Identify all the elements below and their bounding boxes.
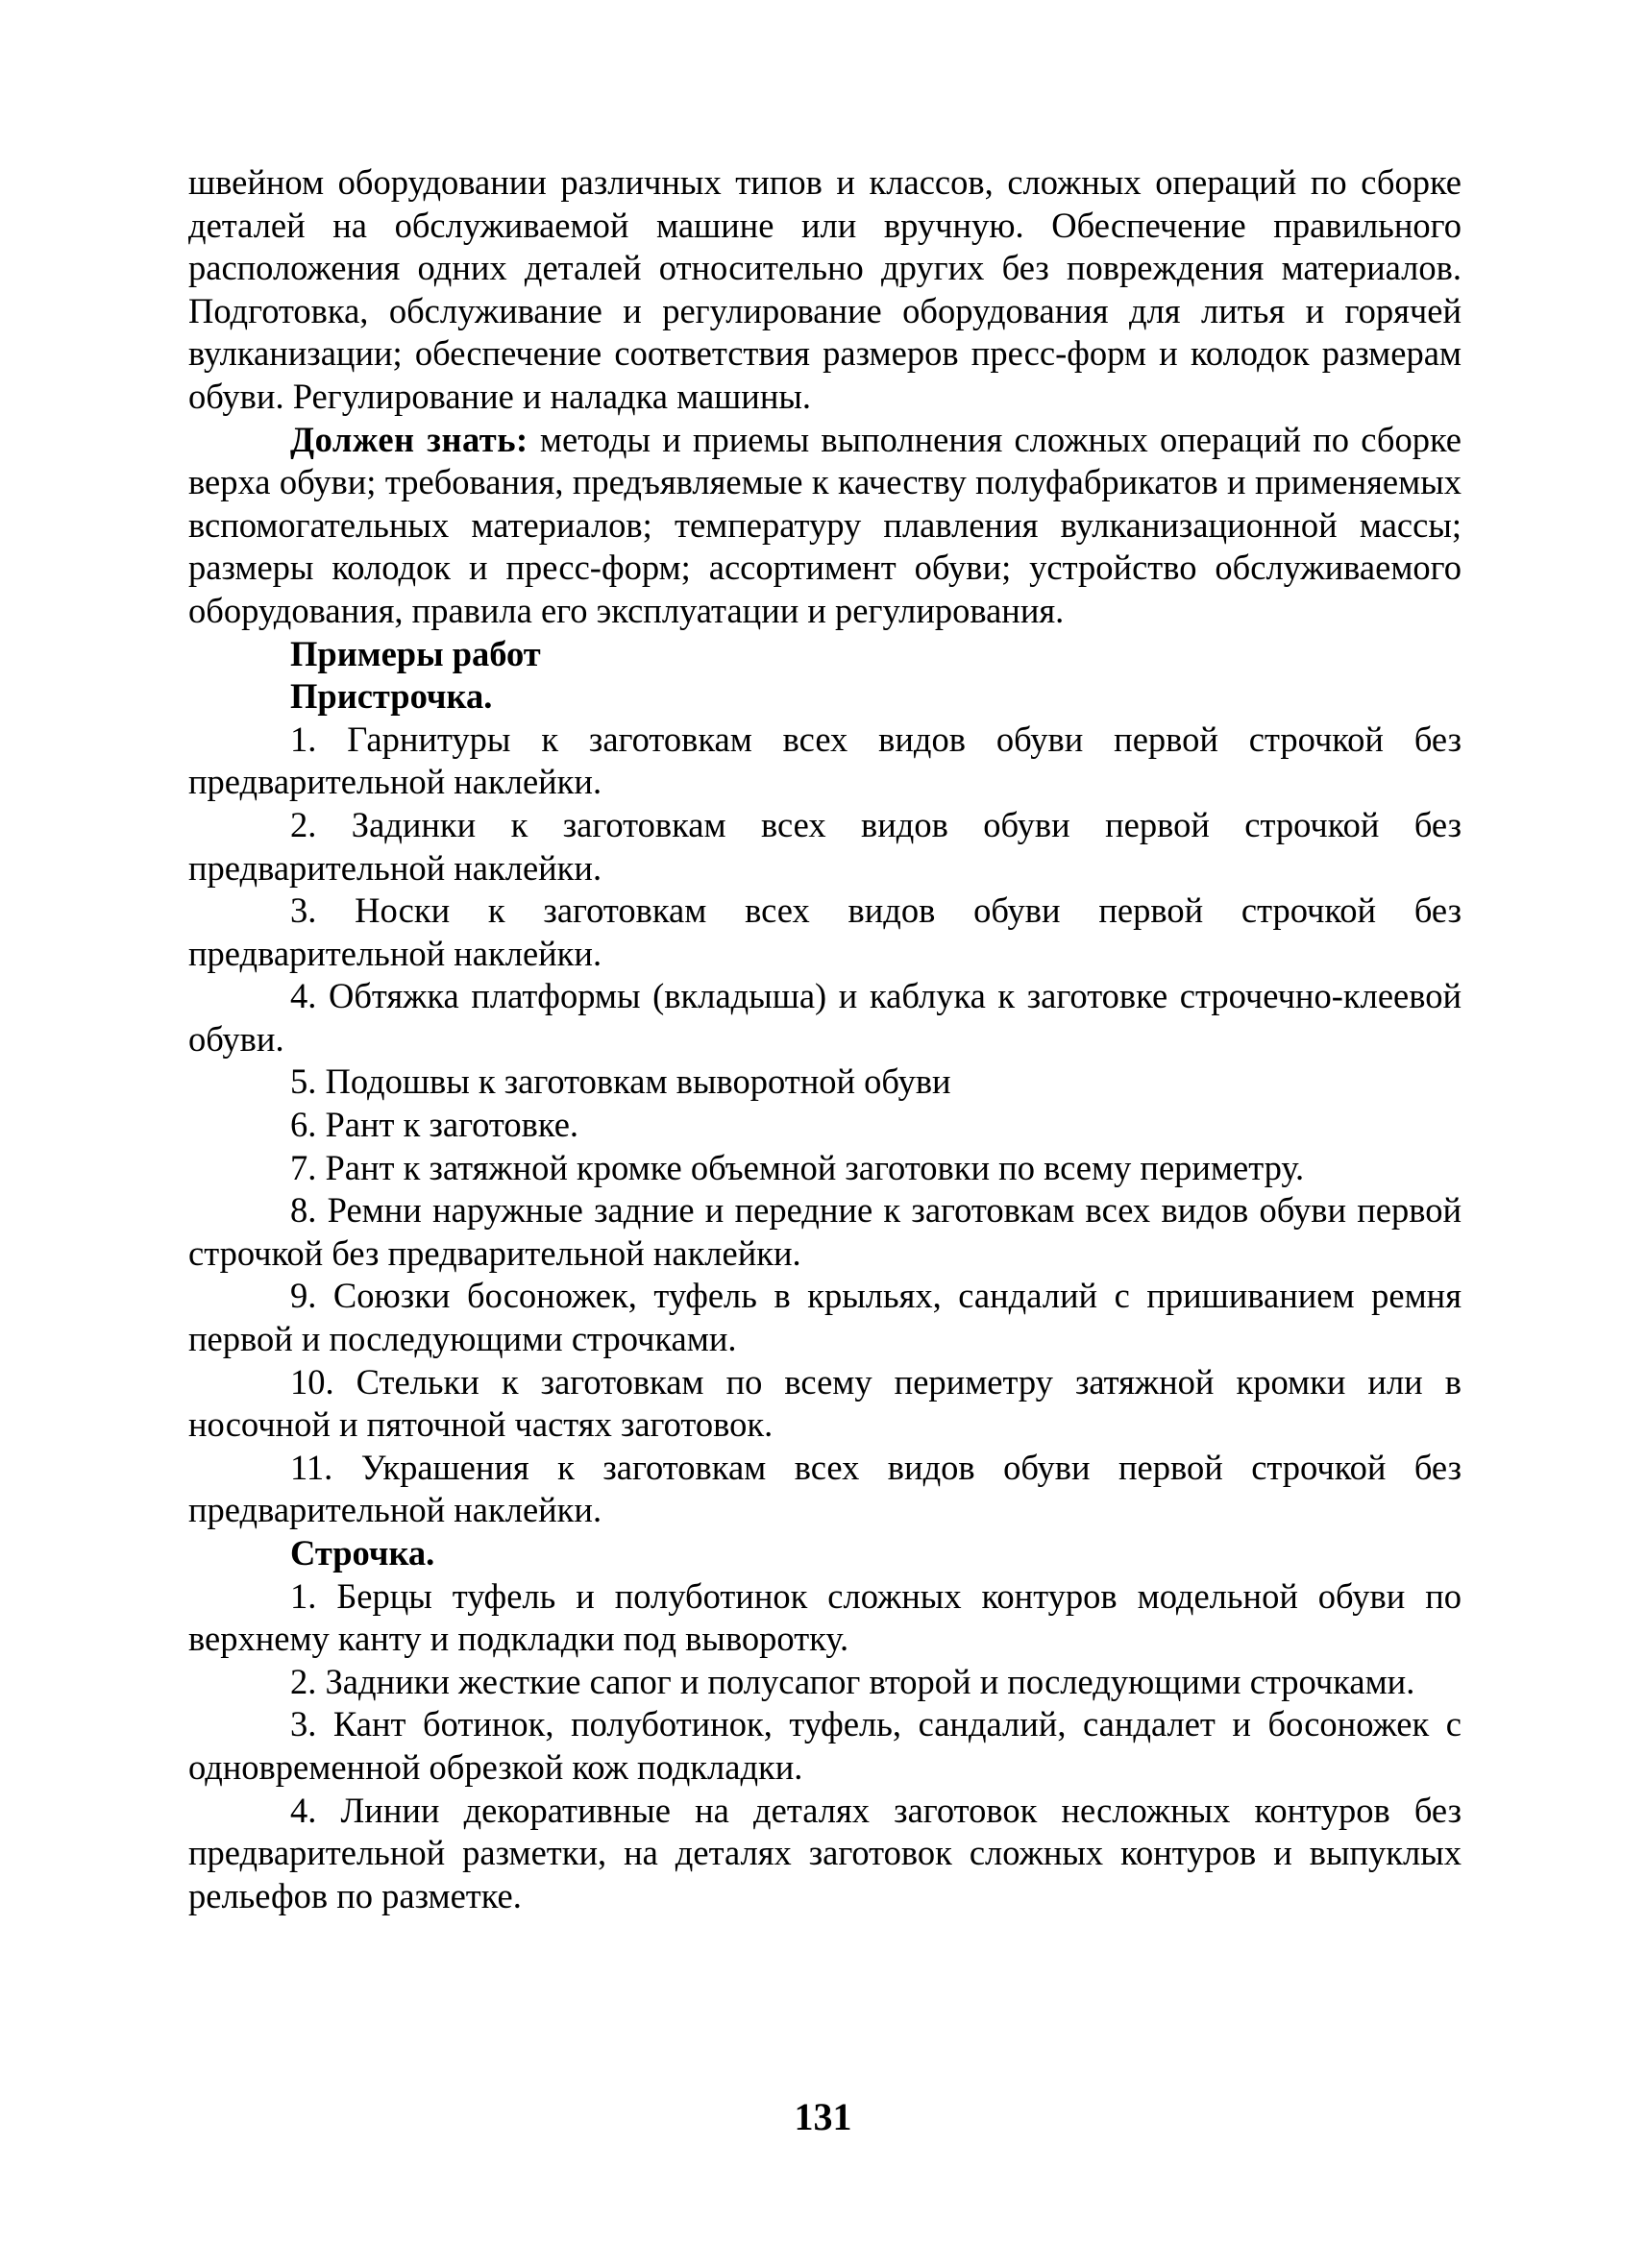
intro-paragraph: швейном оборудовании различных типов и классов, сложных операций по сборке деталей на обслуживаемой машине или вручную. Обеспечение правильного расположения одних деталей относительно других без повреждения материалов. Подготовка, обслуживание и регулирование оборудования для литья и горячей вулканизации; обеспечение соответствия размеров пресс-форм и колодок размерам обуви. Регулирование и наладка машины. [188, 162, 1462, 416]
list-item: 5. Подошвы к заготовкам выворотной обуви [290, 1061, 951, 1102]
list-item: 10. Стельки к заготовкам по всему периметру затяжной кромки или в носочной и пяточной частях заготовок. [188, 1361, 1462, 1445]
page-body [188, 161, 1462, 1917]
list-item: 3. Кант ботинок, полуботинок, туфель, сандалий, сандалет и босоножек с одновременной обрезкой кож подкладки. [188, 1704, 1462, 1787]
list-item: 1. Берцы туфель и полуботинок сложных контуров модельной обуви по верхнему канту и подкладки под выворотку. [188, 1575, 1462, 1659]
section-heading-stitching-on: Пристрочка. [290, 676, 493, 717]
list-item: 4. Линии декоративные на деталях заготовок несложных контуров без предварительной разметки, на деталях заготовок сложных контуров и выпуклых рельефов по разметке. [188, 1790, 1462, 1915]
list-item: 2. Задники жесткие сапог и полусапог второй и последующими строчками. [290, 1661, 1415, 1701]
list-item: 1. Гарнитуры к заготовкам всех видов обуви первой строчкой без предварительной наклейки. [188, 719, 1462, 802]
list-item: 3. Носки к заготовкам всех видов обуви первой строчкой без предварительной наклейки. [188, 890, 1462, 973]
list-item: 6. Рант к заготовке. [290, 1105, 579, 1145]
must-know-paragraph [188, 419, 1462, 633]
list-item: 8. Ремни наружные задние и передние к заготовкам всех видов обуви первой строчкой без предварительной наклейки. [188, 1190, 1462, 1273]
list-item: 7. Рант к затяжной кромке объемной заготовки по всему периметру. [290, 1147, 1305, 1187]
examples-heading: Примеры работ [290, 633, 541, 673]
must-know-text: методы и приемы выполнения сложных операций по сборке верха обуви; требования, предъявляемые к качеству полуфабрикатов и применяемых вспомогательных материалов; температуру плавления вулканизационной массы; размеры колодок и пресс-форм; ассортимент обуви; устройство обслуживаемого оборудования, правила его эксплуатации и регулирования. [188, 419, 1462, 630]
section-heading-stitching: Строчка. [290, 1533, 435, 1573]
list-item: 9. Союзки босоножек, туфель в крыльях, сандалий с пришиванием ремня первой и последующими строчками. [188, 1276, 1462, 1359]
list-item: 4. Обтяжка платформы (вкладыша) и каблука к заготовке строчечно-клеевой обуви. [188, 976, 1462, 1059]
list-item: 2. Задинки к заготовкам всех видов обуви первой строчкой без предварительной наклейки. [188, 804, 1462, 888]
page-number: 131 [794, 2095, 852, 2138]
must-know-label: Должен знать: [290, 419, 528, 459]
list-item: 11. Украшения к заготовкам всех видов обуви первой строчкой без предварительной наклейки. [188, 1447, 1462, 1530]
